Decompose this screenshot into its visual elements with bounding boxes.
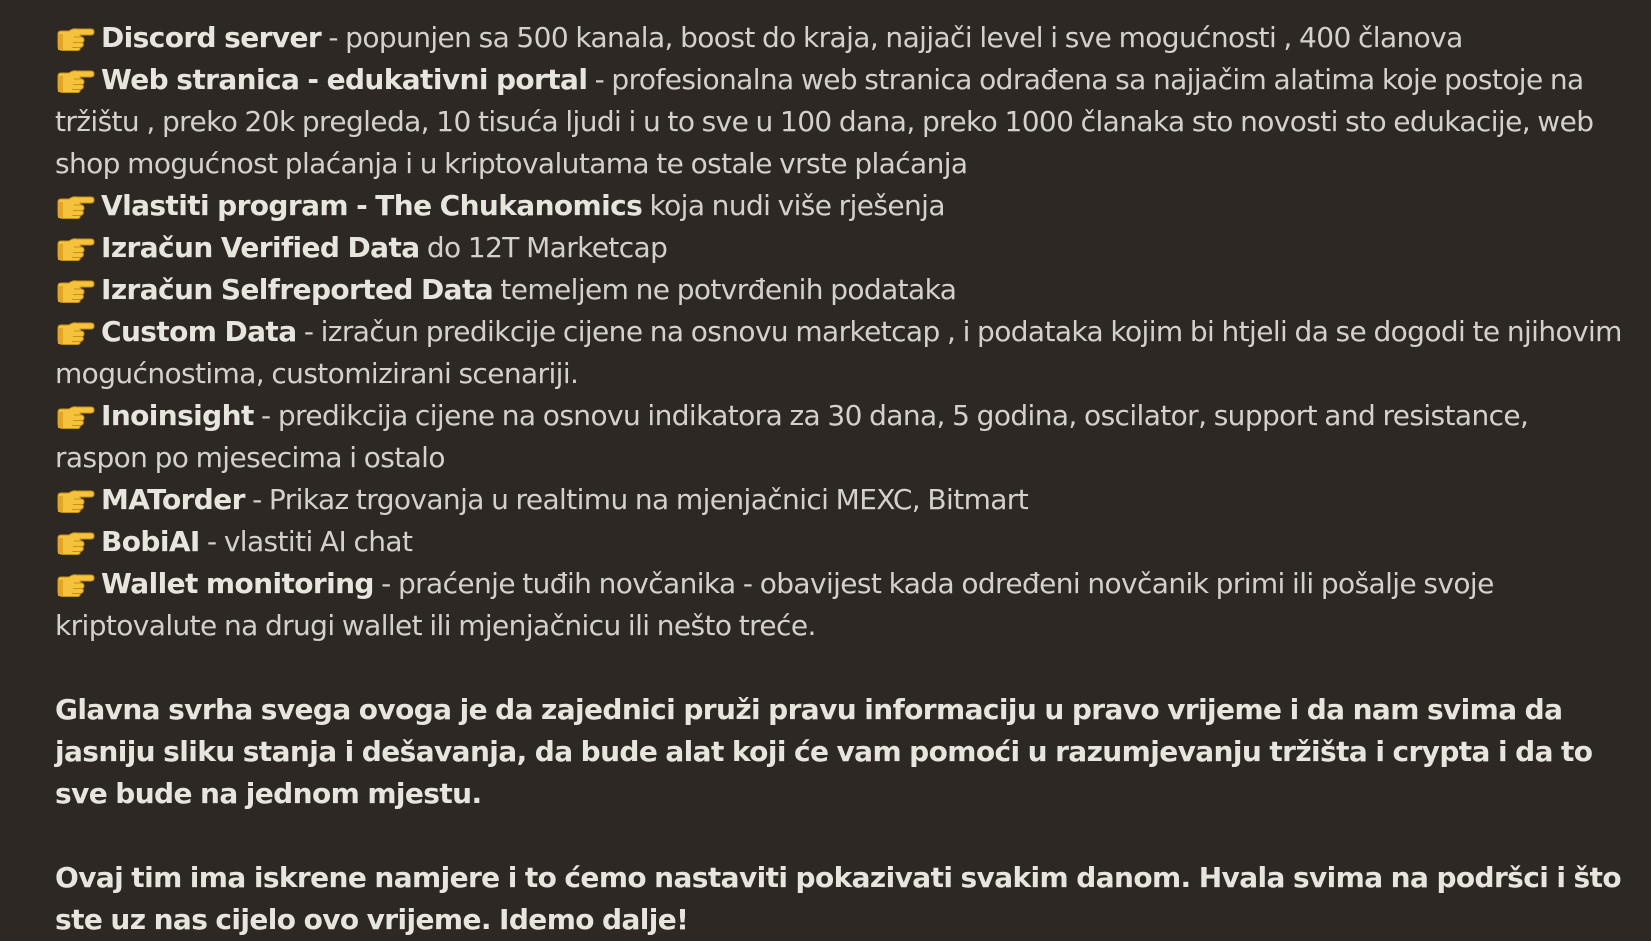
feature-item-inoinsight [55,395,1625,479]
feature-item-vlastiti-program [55,185,1625,227]
feature-title: Vlastiti program - The Chukanomics [101,189,643,222]
feature-item-selfreported-data [55,269,1625,311]
feature-title: Inoinsight [101,399,254,432]
pointing-hand-icon [55,277,95,303]
paragraph-spacer [55,647,1625,689]
feature-description: - popunjen sa 500 kanala, boost do kraja, najjači level i sve mogućnosti , 400 članova [321,21,1463,54]
pointing-hand-icon [55,193,95,219]
feature-description: - praćenje tuđih novčanika - obavijest kada određeni novčanik primi ili pošalje svoje kriptovalute na drugi wallet ili mjenjačnicu ili nešto treće. [55,567,1494,642]
feature-description: koja nudi više rješenja [642,189,945,222]
pointing-hand-icon [55,403,95,429]
feature-item-web-stranica [55,59,1625,185]
feature-title: Custom Data [101,315,297,348]
feature-title: Izračun Verified Data [101,231,420,264]
feature-list [55,17,1625,647]
pointing-hand-icon [55,571,95,597]
feature-description: - Prikaz trgovanja u realtimu na mjenjačnici MEXC, Bitmart [244,483,1029,516]
feature-description: - vlastiti AI chat [199,525,413,558]
pointing-hand-icon [55,25,95,51]
feature-item-wallet-monitoring [55,563,1625,647]
feature-item-discord-server [55,17,1625,59]
pointing-hand-icon [55,67,95,93]
feature-description: - izračun predikcije cijene na osnovu marketcap , i podataka kojim bi htjeli da se dogodi te njihovim mogućnostima, customizirani scenariji. [55,315,1622,390]
pointing-hand-icon [55,319,95,345]
summary-paragraph: Glavna svrha svega ovoga je da zajednici pruži pravu informaciju u pravo vrijeme i da nam svima da jasniju sliku stanja i dešavanja, da bude alat koji će vam pomoći u razumjevanju tržišta i crypta i da to sve bude na jednom mjestu. [55,693,1593,810]
feature-description: temeljem ne potvrđenih podataka [493,273,957,306]
pointing-hand-icon [55,235,95,261]
feature-title: Wallet monitoring [101,567,374,600]
paragraph-spacer [55,815,1625,857]
feature-item-verified-data [55,227,1625,269]
feature-title: Discord server [101,21,322,54]
pointing-hand-icon [55,529,95,555]
feature-title: BobiAI [101,525,200,558]
chat-message [55,17,1625,941]
closing-paragraph: Ovaj tim ima iskrene namjere i to ćemo nastaviti pokazivati svakim danom. Hvala svima na podršci i što ste uz nas cijelo ovo vrijeme. Idemo dalje! [55,861,1622,936]
feature-description: do 12T Marketcap [419,231,668,264]
feature-item-matorder [55,479,1625,521]
feature-title: Izračun Selfreported Data [101,273,494,306]
feature-item-bobiai [55,521,1625,563]
feature-item-custom-data [55,311,1625,395]
feature-description: - predikcija cijene na osnovu indikatora za 30 dana, 5 godina, oscilator, support and resistance, raspon po mjesecima i ostalo [55,399,1529,474]
pointing-hand-icon [55,487,95,513]
feature-title: MATorder [101,483,245,516]
feature-title: Web stranica - edukativni portal [101,63,588,96]
feature-description: - profesionalna web stranica odrađena sa najjačim alatima koje postoje na tržištu , preko 20k pregleda, 10 tisuća ljudi i u to sve u 100 dana, preko 1000 članaka sto novosti sto edukacije, web shop mogućnost plaćanja i u kriptovalutama te ostale vrste plaćanja [55,63,1594,180]
